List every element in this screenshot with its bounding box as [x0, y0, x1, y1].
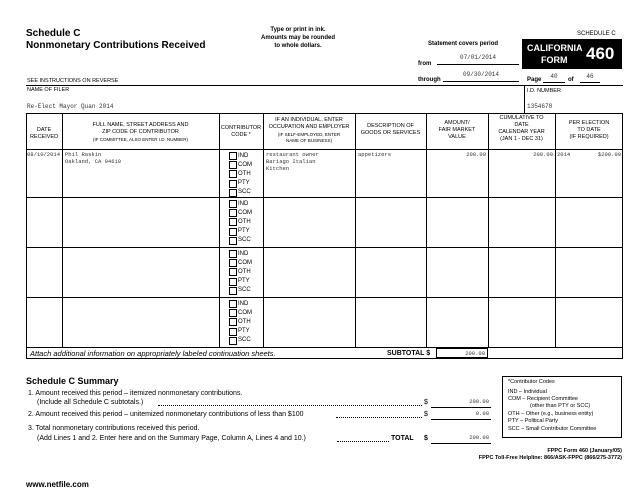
col-cum-l4: (JAN 1 - DEC 31): [500, 136, 543, 142]
summary-line3-underline: [431, 443, 491, 444]
col-cum-l2: DATE: [514, 122, 529, 128]
summary-line3-dollar: $: [424, 435, 428, 442]
from-underline: [437, 64, 519, 65]
summary-line3-leader: [337, 441, 389, 442]
summary-line1-value[interactable]: 200.00: [469, 398, 489, 405]
legend-ind: IND – Individual: [508, 389, 547, 395]
code-label-pty: PTY: [238, 328, 250, 335]
code-label-scc: SCC: [238, 337, 251, 344]
attach-note: Attach additional information on appropriately labeled continuation sheets.: [30, 349, 276, 358]
code-label-com: COM: [238, 309, 252, 316]
code-label-pty: PTY: [238, 180, 250, 187]
code-checkbox-com[interactable]: [229, 209, 237, 217]
code-checkbox-scc[interactable]: [229, 287, 237, 295]
summary-line1-dollar: $: [424, 399, 428, 406]
code-label-scc: SCC: [238, 189, 251, 196]
entry-contributor-address[interactable]: Oakland, CA 94610: [65, 158, 122, 165]
code-checkbox-pty[interactable]: [229, 180, 237, 188]
entry-date[interactable]: 08/10/2014: [27, 151, 61, 158]
entry-cumulative[interactable]: 200.00: [533, 151, 553, 158]
col-date-l2: RECEIVED: [29, 134, 59, 140]
form-460-box: [522, 39, 622, 69]
code-label-ind: IND: [238, 250, 249, 257]
code-checkbox-com[interactable]: [229, 161, 237, 169]
code-checkbox-scc[interactable]: [229, 237, 237, 245]
code-label-com: COM: [238, 161, 252, 168]
code-label-pty: PTY: [238, 228, 250, 235]
legend-pty: PTY – Political Party: [508, 418, 559, 424]
from-label: from: [418, 61, 432, 67]
col-per-l1: PER ELECTION: [568, 120, 610, 126]
code-checkbox-com[interactable]: [229, 259, 237, 267]
col-code-l1: CONTRIBUTOR: [220, 125, 262, 131]
type-note-3: to whole dollars.: [274, 43, 322, 49]
id-divider: [524, 85, 525, 113]
code-label-scc: SCC: [238, 287, 251, 294]
col-emp-l3: (IF SELF-EMPLOYED, ENTER: [277, 132, 341, 137]
col-code-l2: CODE *: [231, 132, 251, 138]
col-emp-l2: OCCUPATION AND EMPLOYER: [268, 124, 350, 130]
entry-description[interactable]: appetizers: [358, 151, 392, 158]
code-checkbox-com[interactable]: [229, 309, 237, 317]
code-checkbox-oth[interactable]: [229, 318, 237, 326]
code-label-oth: OTH: [238, 318, 251, 325]
summary-line2-dollar: $: [424, 411, 428, 418]
col-name-l3: (IF COMMITTEE, ALSO ENTER I.D. NUMBER): [92, 137, 188, 142]
from-date-field[interactable]: 07/01/2014: [459, 54, 496, 61]
form-reference: FPPC Form 460 (January/05): [547, 448, 622, 454]
summary-line2-value[interactable]: 0.00: [475, 410, 489, 417]
col-emp-l4: NAME OF BUSINESS): [285, 138, 332, 143]
instructions-note: SEE INSTRUCTIONS ON REVERSE: [27, 78, 119, 84]
entry-employer-l1[interactable]: restaurant owner: [266, 151, 319, 158]
page-underline: [543, 82, 565, 83]
contributor-codes-legend: [502, 376, 622, 438]
summary-line2-underline: [431, 419, 491, 420]
subtotal-value: 200.00: [465, 350, 485, 357]
form-number: 460: [586, 44, 615, 63]
code-checkbox-oth[interactable]: [229, 218, 237, 226]
code-checkbox-ind[interactable]: [229, 250, 237, 258]
filer-top-rule: [26, 85, 623, 86]
legend-oth: OTH – Other (e.g., business entity): [508, 411, 594, 417]
code-label-oth: OTH: [238, 218, 251, 225]
code-checkbox-scc[interactable]: [229, 337, 237, 345]
type-note-1: Type or print in ink.: [270, 27, 326, 33]
summary-line3-value[interactable]: 200.00: [469, 434, 489, 441]
col-name-l1: FULL NAME, STREET ADDRESS AND: [92, 122, 189, 128]
col-desc-l1: DESCRIPTION OF: [367, 123, 414, 129]
legend-com: COM – Recipient Committee: [508, 396, 578, 402]
fppc-helpline: FPPC Toll-Free Helpline: 866/ASK-FPPC (866/275-3772): [478, 455, 622, 461]
code-checkbox-oth[interactable]: [229, 268, 237, 276]
col-amount-l1: AMOUNT/: [444, 120, 470, 126]
subtotal-label: SUBTOTAL $: [387, 350, 431, 357]
schedule-title: Schedule C: [26, 28, 81, 39]
form-label: FORM: [541, 55, 568, 65]
row-divider-2: [26, 247, 623, 248]
period-label: Statement covers period: [428, 41, 499, 47]
code-label-oth: OTH: [238, 268, 251, 275]
col-per-l3: (IF REQUIRED): [569, 134, 609, 140]
col-date-l1: DATE: [36, 127, 52, 133]
filer-name-field[interactable]: Re-Elect Mayor Quan 2014: [27, 103, 114, 110]
code-label-pty: PTY: [238, 278, 250, 285]
summary-line1-leader: [158, 405, 422, 406]
col-cum-l1: CUMULATIVE TO: [499, 115, 544, 121]
through-underline: [443, 81, 519, 82]
summary-title: Schedule C Summary: [26, 376, 119, 386]
col-cum-l3: CALENDAR YEAR: [498, 129, 545, 135]
code-checkbox-scc[interactable]: [229, 189, 237, 197]
filer-name-label: NAME OF FILER: [27, 87, 70, 93]
legend-title: *Contributor Codes: [508, 379, 555, 385]
id-number-field[interactable]: 1354678: [527, 103, 553, 110]
code-label-scc: SCC: [238, 237, 251, 244]
code-checkbox-pty[interactable]: [229, 228, 237, 236]
summary-line1-underline: [431, 407, 491, 408]
legend-scc: SCC – Small Contributor Committee: [508, 426, 597, 432]
summary-line3b: (Add Lines 1 and 2. Enter here and on the Summary Page, Column A, Lines 4 and 10.): [37, 435, 306, 442]
summary-line1: 1. Amount received this period – itemized nonmonetary contributions.: [28, 390, 243, 397]
code-label-com: COM: [238, 209, 252, 216]
page-total-field[interactable]: 46: [586, 73, 594, 80]
through-date-field[interactable]: 09/30/2014: [462, 71, 499, 78]
entry-per-election[interactable]: $200.00: [597, 151, 621, 158]
code-checkbox-ind[interactable]: [229, 152, 237, 160]
of-label: of: [568, 77, 574, 83]
summary-line1b: (Include all Schedule C subtotals.): [37, 399, 144, 406]
entry-election-year[interactable]: 2014: [557, 151, 571, 158]
code-checkbox-pty[interactable]: [229, 278, 237, 286]
page-number-field[interactable]: 40: [550, 73, 558, 80]
col-per-l2: TO DATE: [577, 127, 601, 133]
id-number-label: I.D. NUMBER: [527, 88, 561, 94]
summary-line2: 2. Amount received this period – unitemized nonmonetary contributions of less than $100: [28, 411, 304, 418]
row-divider-1: [26, 197, 623, 198]
code-label-ind: IND: [238, 300, 249, 307]
page-label: Page: [527, 77, 542, 83]
entry-amount[interactable]: 200.00: [466, 151, 486, 158]
code-checkbox-ind[interactable]: [229, 300, 237, 308]
col-amount-l2: FAIR MARKET: [438, 127, 476, 133]
summary-line3: 3. Total nonmonetary contributions received this period.: [28, 425, 200, 432]
entry-employer-l3[interactable]: Kitchen: [266, 165, 290, 172]
code-checkbox-ind[interactable]: [229, 200, 237, 208]
col-emp-l1: IF AN INDIVIDUAL, ENTER: [275, 117, 343, 123]
page-total-underline: [580, 82, 600, 83]
entry-contributor-name[interactable]: Phil Raskin: [65, 151, 102, 158]
form-california: CALIFORNIA: [527, 43, 583, 53]
entry-employer-l2[interactable]: Bariago Italian: [266, 158, 316, 165]
col-amount-l3: VALUE: [448, 134, 466, 140]
subtotal-box[interactable]: [436, 348, 488, 358]
schedule-c-label: SCHEDULE C: [577, 31, 616, 37]
netfile-website[interactable]: www.netfile.com: [26, 480, 89, 489]
schedule-subtitle: Nonmonetary Contributions Received: [26, 40, 206, 51]
code-label-oth: OTH: [238, 170, 251, 177]
type-note-2: Amounts may be rounded: [260, 35, 335, 41]
code-checkbox-oth[interactable]: [229, 170, 237, 178]
code-label-ind: IND: [238, 152, 249, 159]
row-divider-4: [26, 347, 623, 348]
header-bottom-rule: [26, 149, 623, 150]
code-checkbox-pty[interactable]: [229, 328, 237, 336]
summary-total-label: TOTAL: [391, 435, 414, 442]
row-divider-3: [26, 297, 623, 298]
code-label-ind: IND: [238, 200, 249, 207]
col-name-l2: ZIP CODE OF CONTRIBUTOR: [102, 129, 179, 135]
code-label-com: COM: [238, 259, 252, 266]
col-desc-l2: GOODS OR SERVICES: [360, 130, 421, 136]
summary-line2-leader: [336, 417, 422, 418]
through-label: through: [418, 77, 441, 83]
legend-com2: (other than PTY or SCC): [530, 403, 591, 409]
